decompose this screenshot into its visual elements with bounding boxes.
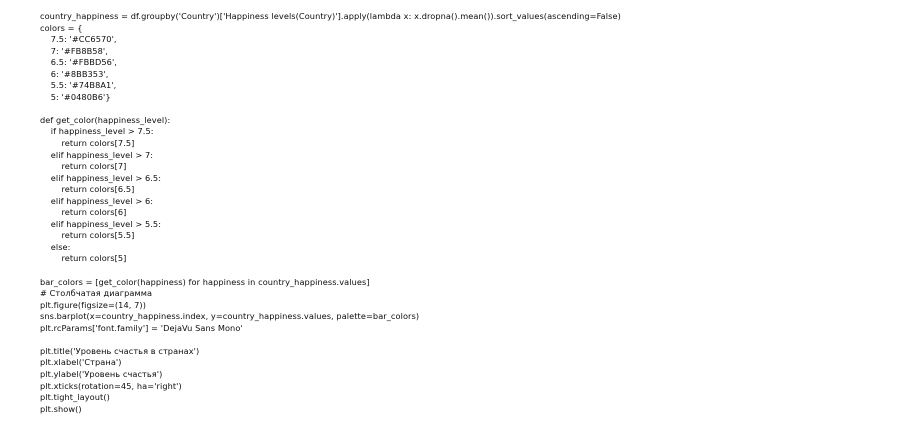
code-line: plt.show() — [40, 403, 82, 414]
code-line: 6: '#8BB353', — [40, 68, 109, 79]
code-line: return colors[6] — [40, 207, 127, 218]
code-listing — [40, 11, 880, 415]
code-line: plt.tight_layout() — [40, 392, 110, 403]
code-line: elif happiness_level > 6: — [40, 195, 154, 206]
code-line: return colors[5] — [40, 253, 127, 264]
code-line: elif happiness_level > 7: — [40, 149, 154, 160]
code-line — [40, 334, 880, 346]
code-line: 5.5: '#74B8A1', — [40, 80, 117, 91]
code-line: sns.barplot(x=country_happiness.index, y=country_happiness.values, palette=bar_colors) — [40, 311, 420, 322]
code-line: plt.title('Уровень счастья в странах') — [40, 345, 200, 356]
code-line: return colors[7] — [40, 161, 127, 172]
code-line: 7.5: '#CC6570', — [40, 34, 117, 45]
code-line: else: — [40, 241, 71, 252]
code-line: if happiness_level > 7.5: — [40, 126, 154, 137]
code-line: colors = { — [40, 22, 83, 33]
code-line: elif happiness_level > 5.5: — [40, 218, 162, 229]
code-line: plt.rcParams['font.family'] = 'DejaVu Sans Mono' — [40, 322, 243, 333]
code-line: # Столбчатая диаграмма — [40, 288, 153, 299]
code-line: plt.xticks(rotation=45, ha='right') — [40, 380, 182, 391]
code-line: return colors[6.5] — [40, 184, 135, 195]
code-line — [40, 265, 880, 277]
code-line: bar_colors = [get_color(happiness) for happiness in country_happiness.values] — [40, 276, 370, 287]
code-line: return colors[7.5] — [40, 138, 135, 149]
code-line: country_happiness = df.groupby('Country')['Happiness levels(Country)'].apply(lambda x: x.dropna().mean()).sort_values(ascending=False) — [40, 11, 621, 21]
code-line: 7: '#FB8B58', — [40, 45, 108, 56]
code-line: 5: '#0480B6'} — [40, 91, 111, 102]
code-line: return colors[5.5] — [40, 230, 135, 241]
code-line: def get_color(happiness_level): — [40, 114, 171, 125]
code-line: 6.5: '#FBBD56', — [40, 57, 117, 68]
code-line: elif happiness_level > 6.5: — [40, 172, 162, 183]
code-line: plt.xlabel('Страна') — [40, 357, 122, 368]
code-line: plt.figure(figsize=(14, 7)) — [40, 299, 146, 310]
code-line — [40, 103, 880, 115]
code-line: plt.ylabel('Уровень счастья') — [40, 368, 163, 379]
